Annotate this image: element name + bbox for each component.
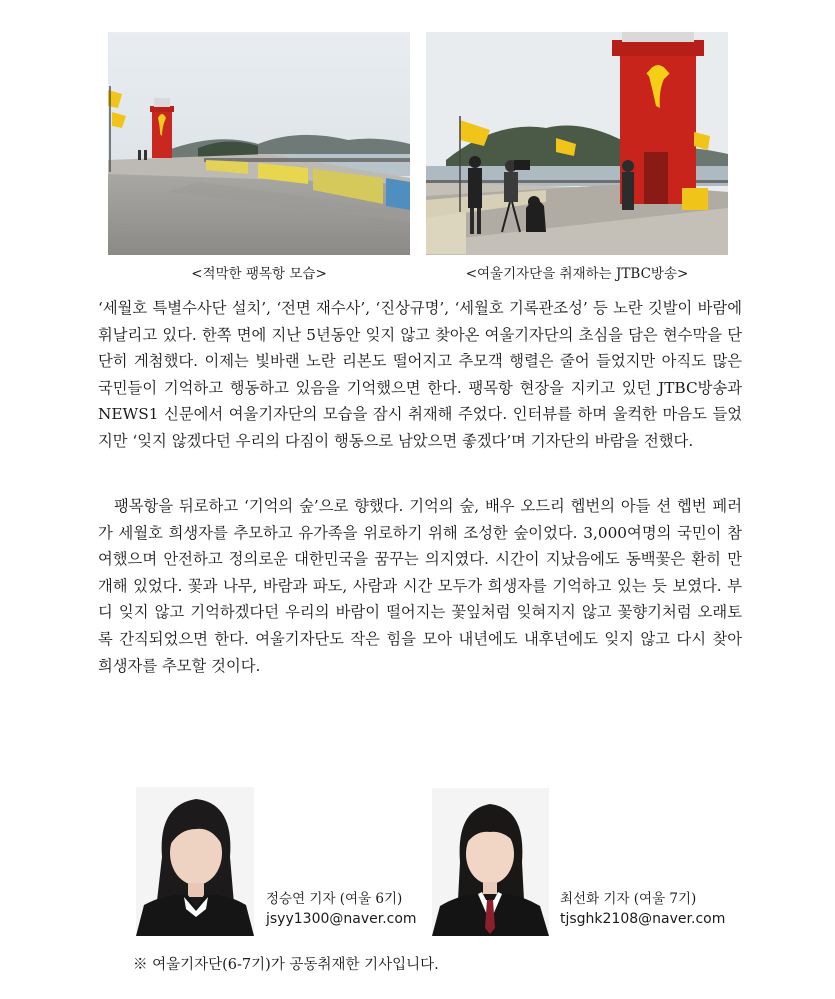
harbor-photo-caption: <적막한 팽목항 모습> bbox=[191, 266, 327, 282]
footnote: ※ 여울기자단(6-7기)가 공동취재한 기사입니다. bbox=[133, 957, 439, 973]
article-paragraph: ‘세월호 특별수사단 설치’, ‘전면 재수사’, ‘진상규명’, ‘세월호 기록관조성’ 등 노란 깃발이 바람에 휘날리고 있다. 한쪽 면에 지난 5년동안 잊지 않고 찾아온 여울기자단의 초심을 담은 현수막을 단단히 게첨했다. 이제는 빛바랜 노란 리본도 떨어지고 추모객 행렬은 줄어 들었지만 아직도 많은 국민들이 기억하고 행동하고 있음을 기억했으면 한다. 팽목항 현장을 지키고 있던 JTBC방송과 NEWS1 신문에서 여울기자단의 모습을 잠시 취재해 주었다. 인터뷰를 하며 울컥한 마음도 들었지만 ‘잊지 않겠다던 우리의 다짐이 행동으로 남았으면 좋겠다’며 기자단의 바람을 전했다. bbox=[98, 299, 742, 450]
reporter-email: jsyy1300@naver.com bbox=[266, 911, 417, 927]
reporter-email: tjsghk2108@naver.com bbox=[560, 911, 726, 927]
jtbc-filming-photo bbox=[426, 32, 728, 255]
article-paragraph: 팽목항을 뒤로하고 ‘기억의 숲’으로 향했다. 기억의 숲, 배우 오드리 헵번의 아들 션 헵번 페러가 세월호 희생자를 추모하고 유가족을 위로하기 위해 조성한 숲이었다. 3,000여명의 국민이 참여했으며 안전하고 정의로운 대한민국을 꿈꾸는 의지였다. 시간이 지났음에도 동백꽃은 환히 만개해 있었다. 꽃과 나무, 바람과 파도, 사람과 시간 모두가 희생자를 기억하고 있는 듯 보였다. 부디 잊지 않고 기억하겠다던 우리의 바람이 떨어지는 꽃잎처럼 잊혀지지 않고 꽃향기처럼 오래토록 간직되었으면 한다. 여울기자단도 작은 힘을 모아 내년에도 내후년에도 잊지 않고 다시 찾아 희생자를 추모할 것이다. bbox=[98, 497, 742, 675]
reporter-portrait bbox=[136, 787, 254, 936]
reporter-portrait bbox=[432, 788, 549, 936]
reporter-name: 최선화 기자 (여울 7기) bbox=[560, 891, 697, 907]
jtbc-photo-caption: <여울기자단을 취재하는 JTBC방송> bbox=[465, 266, 689, 282]
harbor-photo bbox=[108, 32, 410, 255]
reporter-name: 정승연 기자 (여울 6기) bbox=[266, 891, 403, 907]
